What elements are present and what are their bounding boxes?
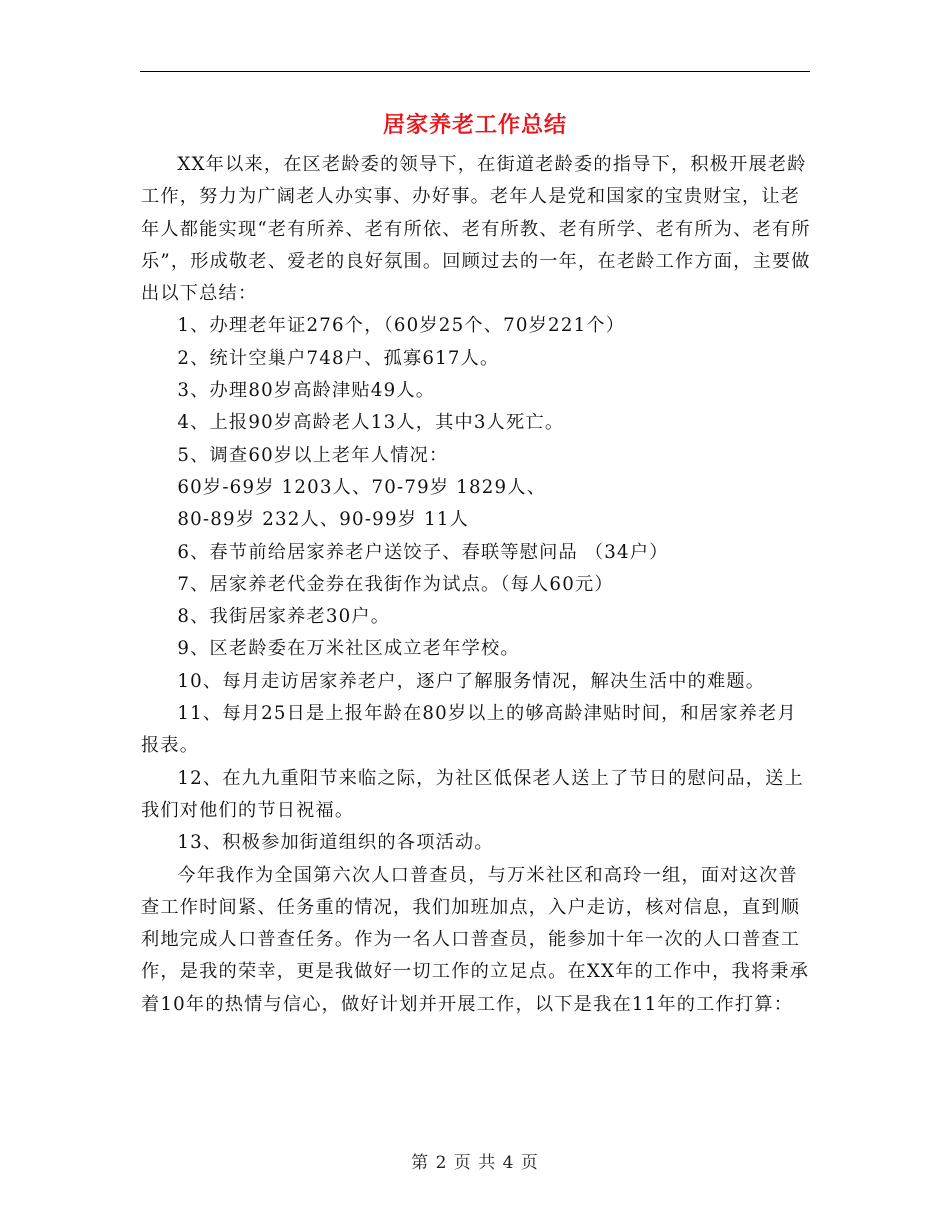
intro-paragraph: XX年以来，在区老龄委的领导下，在街道老龄委的指导下，积极开展老龄工作，努力为广阔老人办实事、办好事。老年人是党和国家的宝贵财宝，让老年人都能实现“老有所养、老有所依、老有所教、老有所学、老有所为、老有所乐”，形成敬老、爱老的良好氛围。回顾过去的一年，在老龄工作方面，主要做出以下总结：	[141, 154, 811, 305]
list-item-6: 6、春节前给居家养老户送饺子、春联等慰问品 （34户）	[177, 541, 669, 563]
list-item-5-detail-a: 60岁-69岁 1203人、70-79岁 1829人、	[177, 476, 547, 498]
list-item-13: 13、积极参加街道组织的各项活动。	[177, 832, 494, 854]
list-item-8: 8、我街居家养老30户。	[177, 606, 391, 628]
document-title: 居家养老工作总结	[382, 112, 567, 138]
list-item-1: 1、办理老年证276个，（60岁25个、70岁221个）	[177, 315, 626, 337]
closing-paragraph: 今年我作为全国第六次人口普查员，与万米社区和高玲一组，面对这次普查工作时间紧、任务重的情况，我们加班加点，入户走访，核对信息，直到顺利地完成人口普查任务。作为一名人口普查员，能参加十年一次的人口普查工作，是我的荣幸，更是我做好一切工作的立足点。在XX年的工作中，我将秉承着10年的热情与信心，做好计划并开展工作，以下是我在11年的工作打算：	[141, 864, 810, 1015]
page-number: 第 2 页 共 4 页	[411, 1153, 539, 1173]
list-item-11: 11、每月25日是上报年龄在80岁以上的够高龄津贴时间，和居家养老月报表。	[141, 703, 797, 757]
list-item-7: 7、居家养老代金券在我街作为试点。（每人60元）	[177, 573, 614, 595]
list-item-5: 5、调查60岁以上老年人情况：	[177, 444, 449, 466]
list-item-12: 12、在九九重阳节来临之际，为社区低保老人送上了节日的慰问品，送上我们对他们的节日祝福。	[141, 767, 804, 821]
list-item-9: 9、区老龄委在万米社区成立老年学校。	[177, 638, 520, 660]
list-item-2: 2、统计空巢户748户、孤寡617人。	[177, 347, 500, 369]
list-item-4: 4、上报90岁高龄老人13人，其中3人死亡。	[177, 412, 565, 434]
document-body	[141, 149, 813, 1021]
header-rule	[140, 71, 810, 72]
list-item-10: 10、每月走访居家养老户，逐户了解服务情况，解决生活中的难题。	[177, 670, 766, 692]
list-item-3: 3、办理80岁高龄津贴49人。	[177, 380, 436, 402]
list-item-5-detail-b: 80-89岁 232人、90-99岁 11人	[177, 509, 470, 531]
